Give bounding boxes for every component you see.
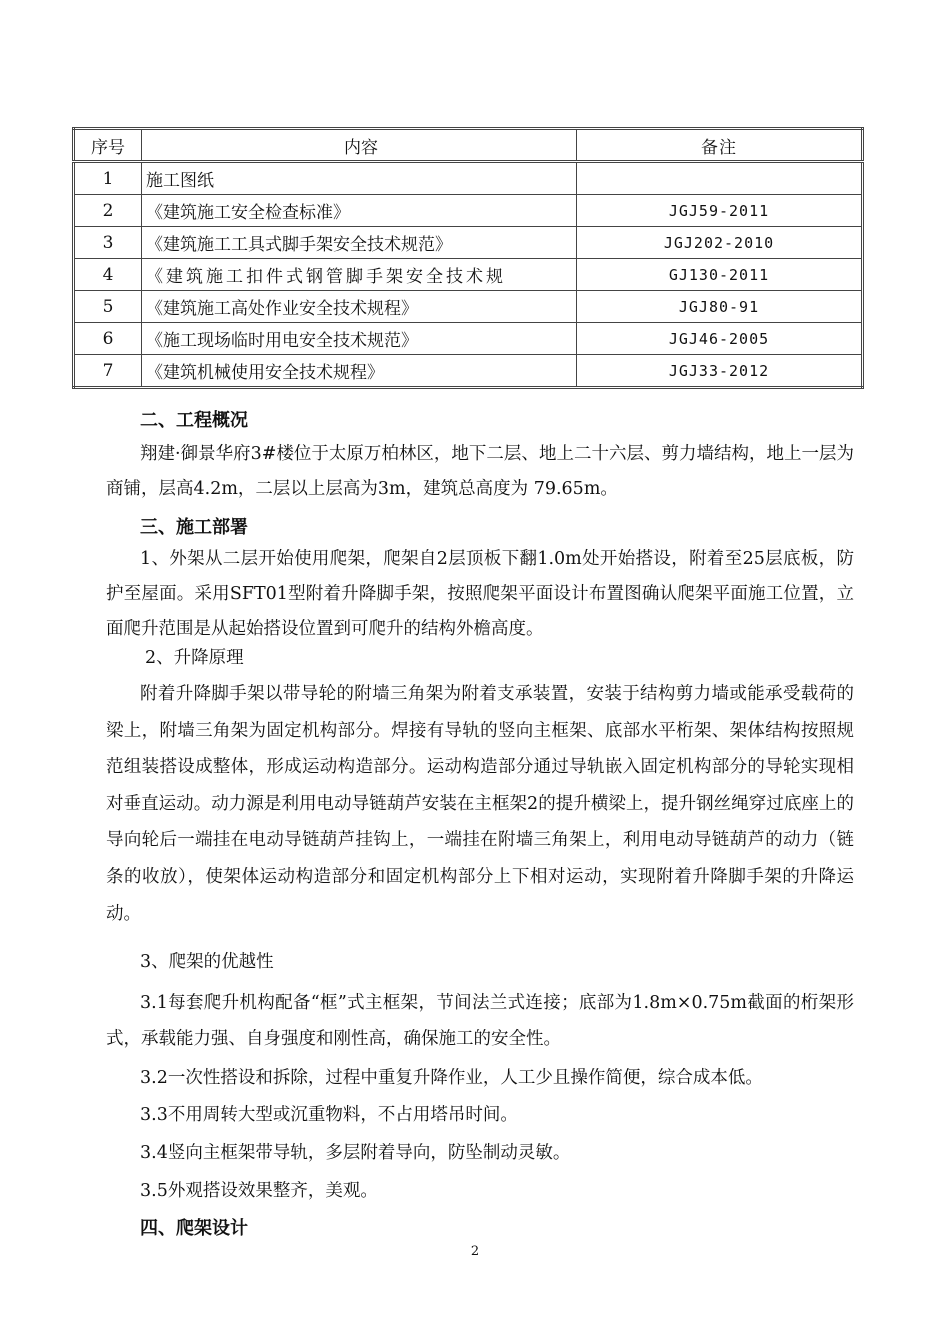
advantage-item-4: 3.4竖向主框架带导轨，多层附着导向，防坠制动灵敏。	[140, 1143, 571, 1163]
row-no: 5	[74, 291, 142, 323]
row-note: JGJ80-91	[577, 291, 863, 323]
table-row	[74, 259, 863, 291]
table-row	[74, 195, 863, 227]
table-row	[74, 291, 863, 323]
table-row	[74, 355, 863, 388]
row-content: 《施工现场临时用电安全技术规范》	[142, 323, 577, 355]
row-no: 3	[74, 227, 142, 259]
section3-subheading2: 2、升降原理	[145, 648, 244, 668]
row-note: GJ130-2011	[577, 259, 863, 291]
row-content: 《建筑施工工具式脚手架安全技术规范》	[142, 227, 577, 259]
header-note: 备注	[577, 129, 863, 162]
row-no: 2	[74, 195, 142, 227]
page-number: 2	[470, 1244, 480, 1259]
row-no: 7	[74, 355, 142, 388]
advantage-item-5: 3.5外观搭设效果整齐，美观。	[140, 1181, 378, 1201]
row-no: 1	[74, 162, 142, 195]
table-row	[74, 162, 863, 195]
row-no: 6	[74, 323, 142, 355]
header-no: 序号	[74, 129, 142, 162]
section2-paragraph: 翔建·御景华府3#楼位于太原万柏林区，地下二层、地上二十六层、剪力墙结构，地上一层为商铺，层高4.2m，二层以上层高为3m，建筑总高度为 79.65m。	[106, 444, 854, 499]
section4-heading: 四、爬架设计	[140, 1218, 248, 1239]
advantage-item-1: 3.1每套爬升机构配备“框”式主框架，节间法兰式连接；底部为1.8m×0.75m截面的桁架形式，承载能力强、自身强度和刚性高，确保施工的安全性。	[106, 993, 854, 1049]
advantage-item-2: 3.2一次性搭设和拆除，过程中重复升降作业，人工少且操作简便，综合成本低。	[140, 1068, 763, 1088]
row-note: JGJ59-2011	[577, 195, 863, 227]
table-row	[74, 323, 863, 355]
row-note: JGJ33-2012	[577, 355, 863, 388]
section3-heading: 三、施工部署	[140, 517, 248, 538]
row-no: 4	[74, 259, 142, 291]
reference-table	[72, 127, 864, 389]
table-row	[74, 227, 863, 259]
row-content: 《建筑施工扣件式钢管脚手架安全技术规	[142, 259, 577, 291]
section2-heading: 二、工程概况	[140, 410, 248, 431]
header-content: 内容	[142, 129, 577, 162]
section3-subheading3: 3、爬架的优越性	[140, 952, 274, 972]
row-note: JGJ46-2005	[577, 323, 863, 355]
row-content: 《建筑施工高处作业安全技术规程》	[142, 291, 577, 323]
row-content: 施工图纸	[142, 162, 577, 195]
row-note	[577, 162, 863, 195]
section3-paragraph2: 附着升降脚手架以带导轮的附墙三角架为附着支承装置，安装于结构剪力墙或能承受载荷的梁上，附墙三角架为固定机构部分。焊接有导轨的竖向主框架、底部水平桁架、架体结构按照规范组装搭设成整体，形成运动构造部分。运动构造部分通过导轨嵌入固定机构部分的导轮实现相对垂直运动。动力源是利用电动导链葫芦安装在主框架2的提升横梁上，提升钢丝绳穿过底座上的导向轮后一端挂在电动导链葫芦挂钩上，一端挂在附墙三角架上，利用电动导链葫芦的动力（链条的收放），使架体运动构造部分和固定机构部分上下相对运动，实现附着升降脚手架的升降运动。	[106, 684, 854, 924]
section3-paragraph1: 1、外架从二层开始使用爬架，爬架自2层顶板下翻1.0m处开始搭设，附着至25层底板，防护至屋面。采用SFT01型附着升降脚手架，按照爬架平面设计布置图确认爬架平面施工位置，立面爬升范围是从起始搭设位置到可爬升的结构外檐高度。	[106, 549, 854, 639]
row-note: JGJ202-2010	[577, 227, 863, 259]
advantage-item-3: 3.3不用周转大型或沉重物料，不占用塔吊时间。	[140, 1105, 518, 1125]
row-content: 《建筑机械使用安全技术规程》	[142, 355, 577, 388]
table-header-row	[74, 129, 863, 162]
row-content: 《建筑施工安全检查标准》	[142, 195, 577, 227]
